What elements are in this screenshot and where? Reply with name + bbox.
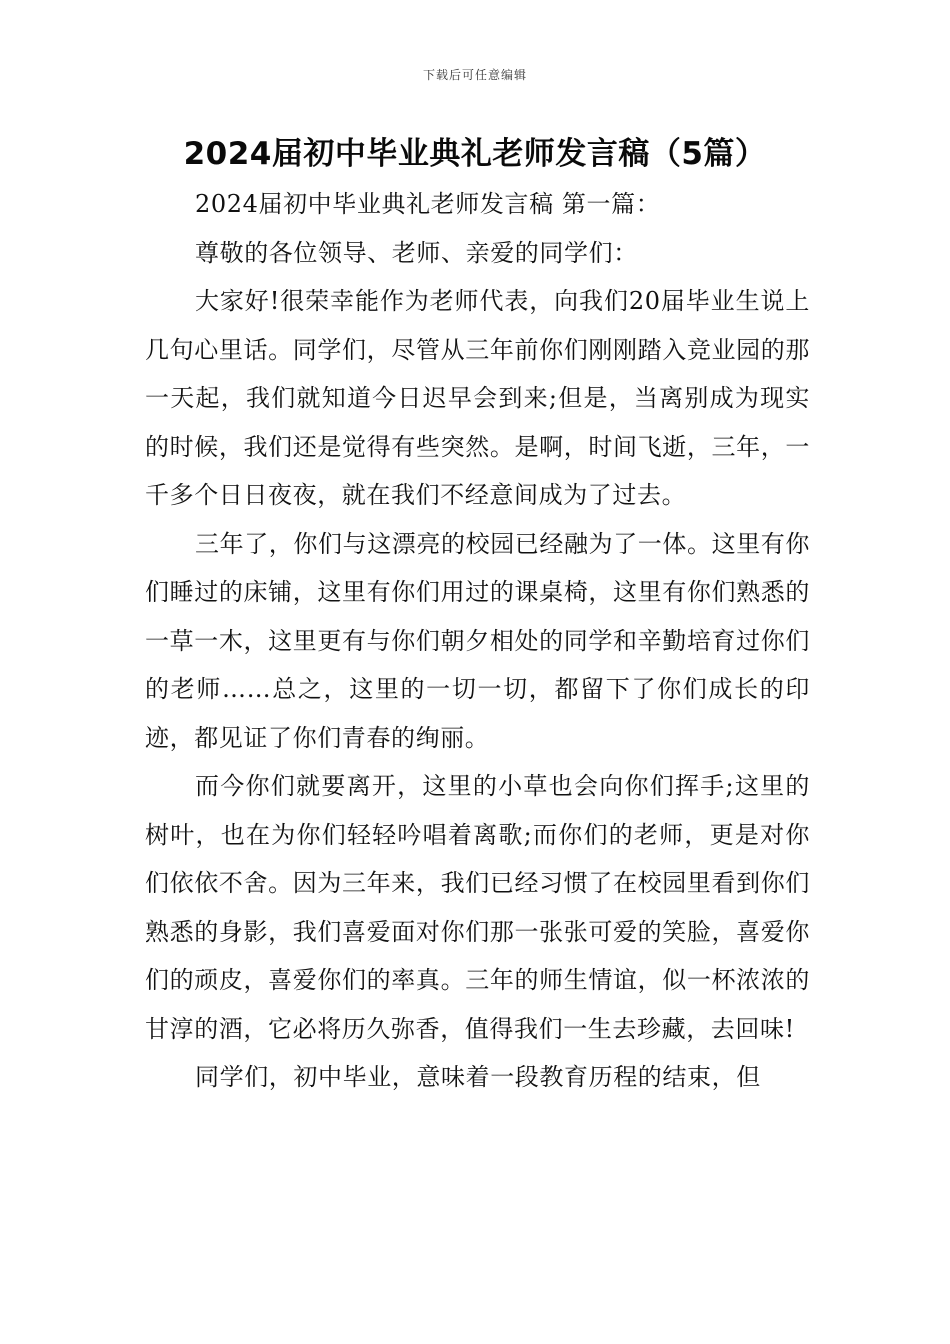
salutation: 尊敬的各位领导、老师、亲爱的同学们： [195, 238, 638, 267]
document-body [145, 180, 810, 1102]
body-paragraph: 同学们，初中毕业，意味着一段教育历程的结束，但 [195, 1063, 761, 1091]
body-paragraph: 大家好!很荣幸能作为老师代表，向我们20届毕业生说上几句心里话。同学们，尽管从三年前你们刚刚踏入竞业园的那一天起，我们就知道今日迟早会到来;但是，当离别成为现实的时候，我们还是觉得有些突然。是啊，时间飞逝，三年，一千多个日日夜夜，就在我们不经意间成为了过去。 [145, 287, 810, 509]
page-header-note: 下载后可任意编辑 [422, 68, 527, 82]
document-title: 2024届初中毕业典礼老师发言稿（5篇） [183, 136, 767, 172]
section-heading: 2024届初中毕业典礼老师发言稿 第一篇： [195, 190, 661, 218]
body-paragraph: 三年了，你们与这漂亮的校园已经融为了一体。这里有你们睡过的床铺，这里有你们用过的课桌椅，这里有你们熟悉的一草一木，这里更有与你们朝夕相处的同学和辛勤培育过你们的老师……总之，这里的一切一切，都留下了你们成长的印迹，都见证了你们青春的绚丽。 [145, 529, 810, 752]
body-paragraph: 而今你们就要离开，这里的小草也会向你们挥手;这里的树叶，也在为你们轻轻吟唱着离歌;而你们的老师，更是对你们依依不舍。因为三年来，我们已经习惯了在校园里看到你们熟悉的身影，我们喜爱面对你们那一张张可爱的笑脸，喜爱你们的顽皮，喜爱你们的率真。三年的师生情谊，似一杯浓浓的甘淳的酒，它必将历久弥香，值得我们一生去珍藏，去回味! [145, 772, 810, 1043]
